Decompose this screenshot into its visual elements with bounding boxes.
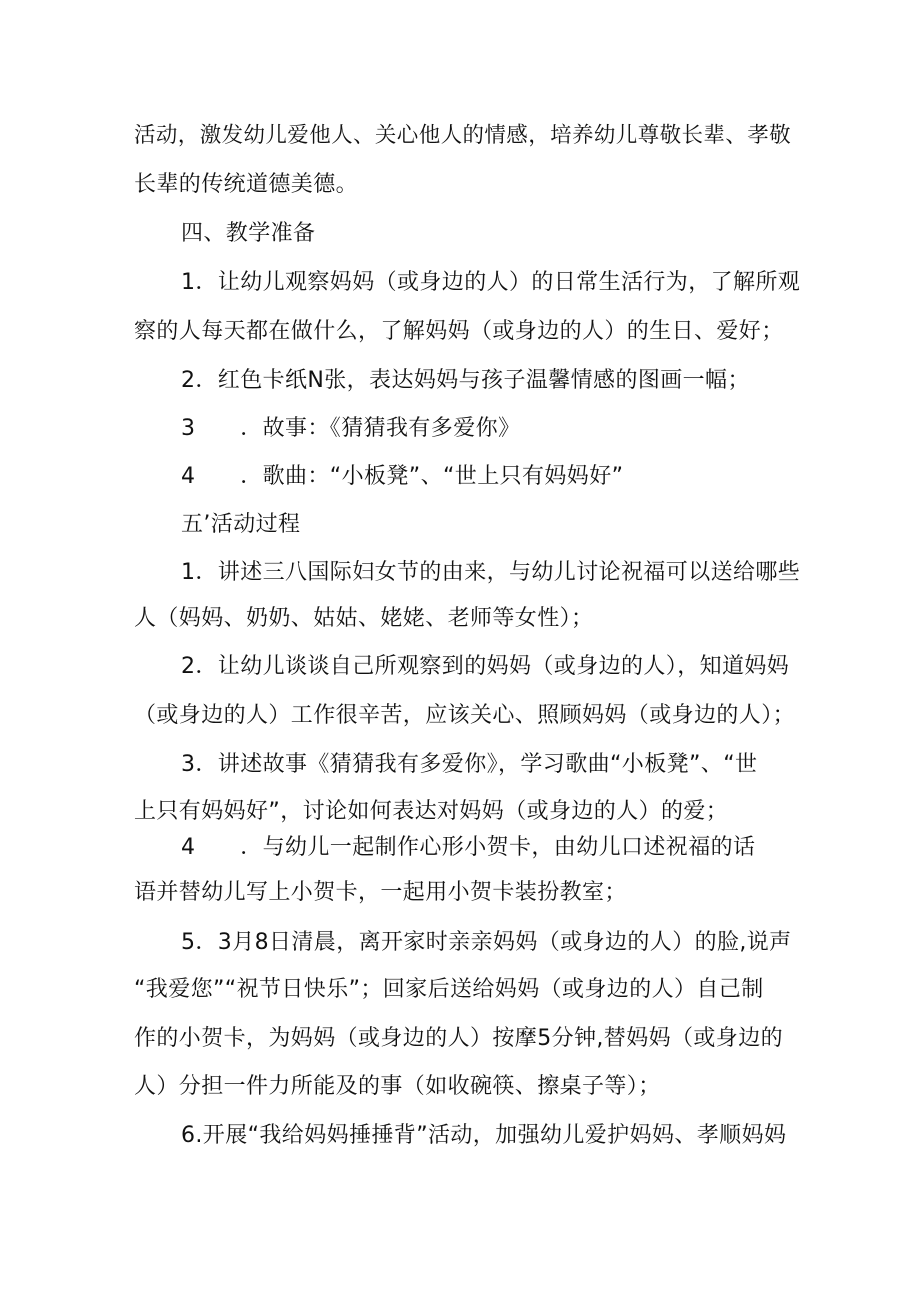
text-line: 2．红色卡纸N张，表达妈妈与孩子温馨情感的图画一幅； [181,368,750,393]
text-line: “我爱您”“祝节日快乐”；回家后送给妈妈（或身边的人）自己制 [134,977,764,1002]
text-line: 1．让幼儿观察妈妈（或身边的人）的日常生活行为，了解所观 [181,270,801,295]
text-line: 作的小贺卡，为妈妈（或身边的人）按摩5分钟,替妈妈（或身边的 [134,1026,783,1051]
text-line: 活动，激发幼儿爱他人、关心他人的情感，培养幼儿尊敬长辈、孝敬 [134,123,792,148]
text-line: 3 ．故事：《猜猜我有多爱你》 [181,416,521,441]
text-line: 4 ．与幼儿一起制作心形小贺卡，由幼儿口述祝福的话 [181,835,756,860]
text-line: 人（妈妈、奶奶、姑姑、姥姥、老师等女性）； [134,606,594,631]
text-line: 语并替幼儿写上小贺卡，一起用小贺卡装扮教室； [134,880,627,905]
text-line: 4 ．歌曲：“小板凳”、“世上只有妈妈好” [181,464,624,489]
text-line: 人）分担一件力所能及的事（如收碗筷、擦桌子等）； [134,1074,661,1099]
text-line: （或身边的人）工作很辛苦，应该关心、照顾妈妈（或身边的人）； [134,703,796,728]
section-heading: 五’活动过程 [181,512,301,537]
text-line: 6.开展“我给妈妈捶捶背”活动，加强幼儿爱护妈妈、孝顺妈妈 [181,1123,787,1148]
text-line: 2．让幼儿谈谈自己所观察到的妈妈（或身边的人），知道妈妈 [181,654,790,679]
text-line: 3．讲述故事《猜猜我有多爱你》，学习歌曲“小板凳”、“世 [181,752,758,777]
text-line: 5．3月8日清晨，离开家时亲亲妈妈（或身边的人）的脸,说声 [181,930,792,955]
section-heading: 四、教学准备 [181,221,316,246]
text-line: 察的人每天都在做什么，了解妈妈（或身边的人）的生日、爱好； [134,319,784,344]
text-line: 长辈的传统道德美德。 [134,172,359,197]
text-line: 1．讲述三八国际妇女节的由来，与幼儿讨论祝福可以送给哪些 [181,560,801,585]
text-line: 上只有妈妈好”，讨论如何表达对妈妈（或身边的人）的爱； [134,799,729,824]
